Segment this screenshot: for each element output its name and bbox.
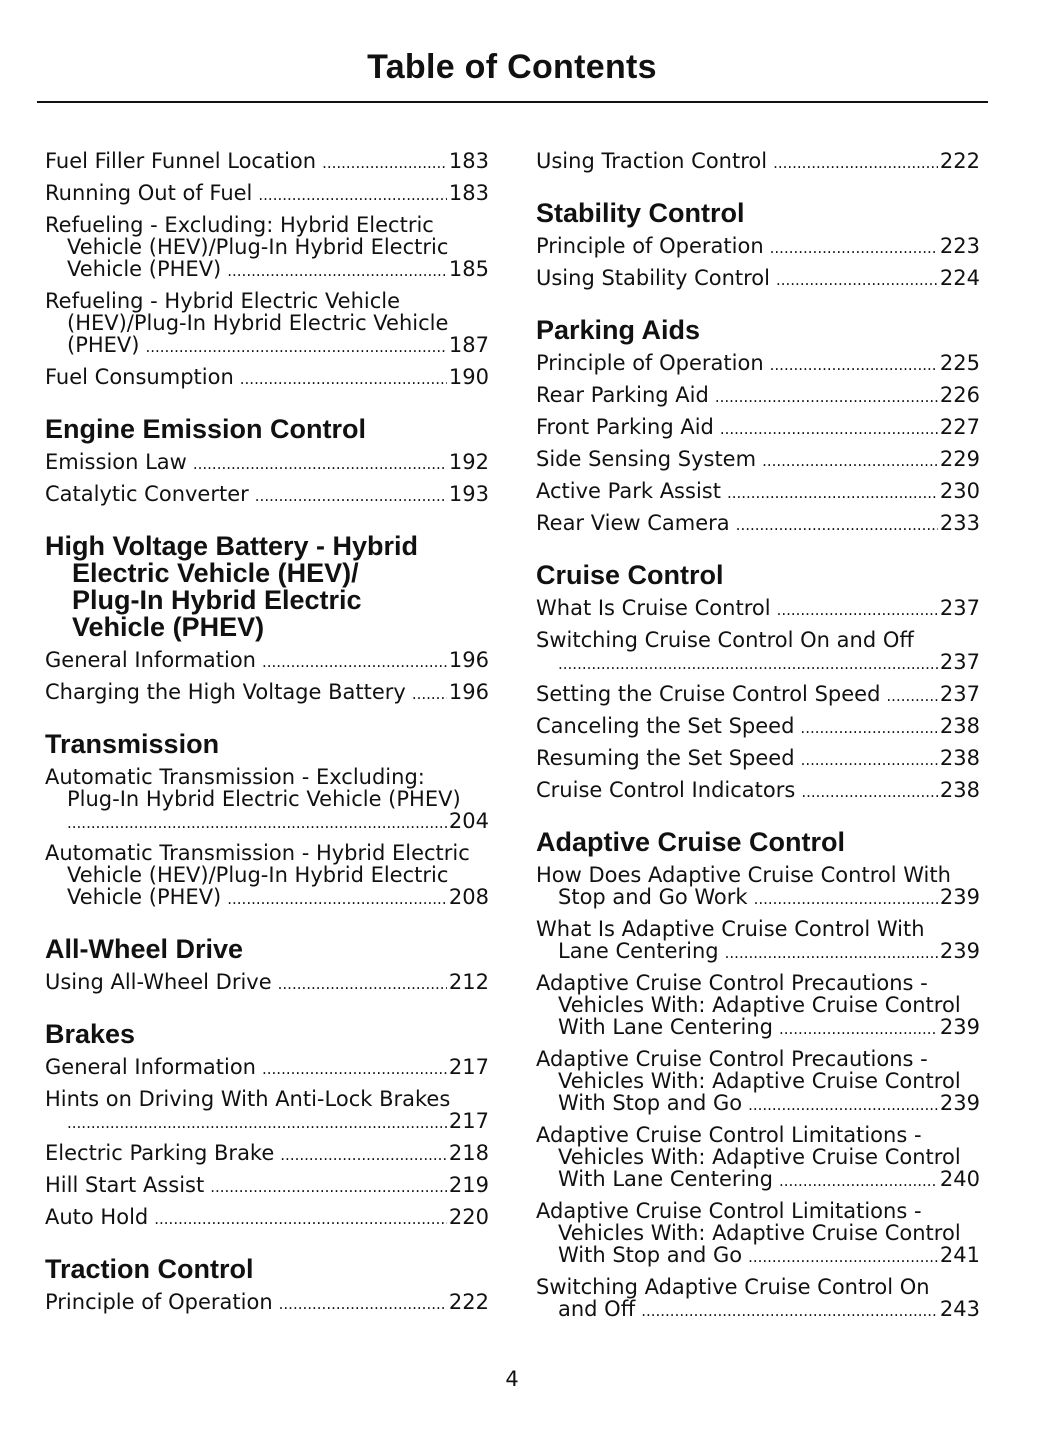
section-heading (45, 1021, 489, 1048)
toc-entry[interactable] (536, 629, 980, 675)
dot-leader (262, 649, 447, 673)
dot-leader (776, 267, 938, 291)
toc-entry-text: Switching Cruise Control On and Off (536, 628, 914, 652)
toc-entry-text: Vehicle (HEV)/Plug-In Hybrid Electric (67, 235, 449, 259)
toc-entry-text: With Stop and Go (558, 1243, 743, 1267)
toc-entry-text: Setting the Cruise Control Speed (536, 682, 881, 706)
toc-entry-text: Catalytic Converter (45, 482, 249, 506)
toc-entry[interactable] (45, 971, 489, 995)
toc-entry-text: Using Traction Control (536, 149, 768, 173)
dot-leader (725, 940, 938, 964)
dot-leader (262, 1056, 447, 1080)
toc-entry-text: Running Out of Fuel (45, 181, 253, 205)
toc-entry-page: 233 (939, 511, 980, 535)
toc-entry-text: Vehicle (HEV)/Plug-In Hybrid Electric (67, 863, 449, 887)
dot-leader (773, 150, 938, 174)
toc-entry-page: 187 (448, 333, 489, 357)
toc-entry-text: Principle of Operation (536, 234, 764, 258)
toc-entry-page: 224 (939, 266, 980, 290)
toc-entry-text: What Is Cruise Control (536, 596, 771, 620)
toc-entry-text: Electric Parking Brake (45, 1141, 275, 1165)
toc-entry-text: Rear View Camera (536, 511, 730, 535)
toc-entry-text: Charging the High Voltage Battery (45, 680, 406, 704)
toc-entry-text: Adaptive Cruise Control Limitations - (536, 1123, 922, 1147)
dot-leader (770, 352, 938, 376)
section-heading (45, 936, 489, 963)
dot-leader (715, 384, 938, 408)
toc-entry[interactable] (536, 384, 980, 408)
section-heading-line: Parking Aids (536, 315, 701, 345)
toc-entry-text: Adaptive Cruise Control Limitations - (536, 1199, 922, 1223)
dot-leader (770, 235, 938, 259)
toc-entry-page: 193 (448, 482, 489, 506)
toc-entry-page: 239 (939, 1015, 980, 1039)
toc-entry-text: Automatic Transmission - Excluding: (45, 765, 425, 789)
toc-entry-page: 220 (448, 1205, 489, 1229)
toc-entry-text: Stop and Go Work (558, 885, 748, 909)
toc-entry[interactable] (536, 512, 980, 536)
toc-entry[interactable] (536, 267, 980, 291)
toc-entry-text: Plug-In Hybrid Electric Vehicle (PHEV) (67, 787, 461, 811)
toc-entry-page: 237 (939, 682, 980, 706)
toc-entry-text: Side Sensing System (536, 447, 757, 471)
toc-entry[interactable] (536, 1276, 980, 1322)
toc-entry-page: 241 (939, 1243, 980, 1267)
toc-entry-text: With Stop and Go (558, 1091, 743, 1115)
toc-entry[interactable] (536, 597, 980, 621)
toc-entry-text: Resuming the Set Speed (536, 746, 795, 770)
toc-entry[interactable] (45, 1056, 489, 1080)
toc-entry-page: 183 (448, 149, 489, 173)
toc-entry[interactable] (536, 779, 980, 803)
toc-entry-page: 208 (448, 885, 489, 909)
page-title: Table of Contents (367, 48, 657, 86)
toc-entry-page: 218 (448, 1141, 489, 1165)
toc-entry-page: 192 (448, 450, 489, 474)
toc-entry[interactable] (45, 290, 489, 358)
toc-entry-page: 239 (939, 1091, 980, 1115)
toc-entry-text: Vehicle (PHEV) (67, 257, 222, 281)
toc-entry-text: Rear Parking Aid (536, 383, 709, 407)
toc-entry-page: 226 (939, 383, 980, 407)
toc-entry-page: 222 (939, 149, 980, 173)
dot-leader (886, 683, 938, 707)
toc-entry[interactable] (536, 1124, 980, 1192)
toc-entry-page: 239 (939, 939, 980, 963)
toc-entry-text: Vehicles With: Adaptive Cruise Control (558, 1221, 961, 1245)
title-divider (37, 101, 988, 103)
toc-entry-text: Emission Law (45, 450, 187, 474)
toc-entry[interactable] (45, 681, 489, 705)
toc-entry-page: 217 (448, 1055, 489, 1079)
dot-leader (227, 886, 447, 910)
section-heading-line: Traction Control (45, 1254, 254, 1284)
toc-entry-text: Automatic Transmission - Hybrid Electric (45, 841, 470, 865)
toc-entry-page: 238 (939, 714, 980, 738)
dot-leader (280, 1142, 447, 1166)
toc-entry-text: With Lane Centering (558, 1167, 773, 1191)
toc-entry-text: Refueling - Hybrid Electric Vehicle (45, 289, 401, 313)
dot-leader (67, 810, 447, 834)
toc-entry[interactable] (536, 715, 980, 739)
toc-entry[interactable] (536, 1048, 980, 1116)
section-heading-line: Adaptive Cruise Control (536, 827, 846, 857)
section-heading-line: Transmission (45, 729, 220, 759)
toc-entry[interactable] (45, 483, 489, 507)
toc-entry[interactable] (536, 448, 980, 472)
toc-entry-text: Fuel Filler Funnel Location (45, 149, 317, 173)
toc-left-column (45, 150, 489, 1323)
toc-entry-text: General Information (45, 648, 256, 672)
page-number: 4 (505, 1367, 519, 1391)
toc-entry-text: (HEV)/Plug-In Hybrid Electric Vehicle (67, 311, 449, 335)
toc-entry[interactable] (536, 352, 980, 376)
dot-leader (193, 451, 447, 475)
toc-entry[interactable] (45, 1206, 489, 1230)
toc-entry[interactable] (45, 150, 489, 174)
section-heading-line: Engine Emission Control (45, 414, 367, 444)
toc-entry-page: 225 (939, 351, 980, 375)
dot-leader (779, 1168, 938, 1192)
section-heading-line: Electric Vehicle (HEV)/ (72, 558, 359, 588)
toc-entry-text: General Information (45, 1055, 256, 1079)
toc-entry[interactable] (45, 649, 489, 673)
toc-entry[interactable] (45, 1174, 489, 1198)
dot-leader (255, 483, 447, 507)
section-heading (536, 562, 980, 589)
toc-entry-text: Principle of Operation (536, 351, 764, 375)
toc-entry-text: Hints on Driving With Anti-Lock Brakes (45, 1087, 451, 1111)
section-heading (45, 533, 489, 641)
toc-entry-page: 185 (448, 257, 489, 281)
dot-leader (412, 681, 447, 705)
section-heading-line: Cruise Control (536, 560, 724, 590)
toc-entry-text: Principle of Operation (45, 1290, 273, 1314)
toc-entry[interactable] (45, 451, 489, 475)
toc-entry[interactable] (45, 1142, 489, 1166)
toc-entry-page: 212 (448, 970, 489, 994)
dot-leader (736, 512, 938, 536)
dot-leader (727, 480, 938, 504)
section-heading-line: Vehicle (PHEV) (72, 612, 265, 642)
toc-entry-text: Cruise Control Indicators (536, 778, 796, 802)
toc-entry[interactable] (536, 683, 980, 707)
toc-entry-text: Switching Adaptive Cruise Control On (536, 1275, 930, 1299)
dot-leader (801, 747, 938, 771)
dot-leader (67, 1110, 447, 1134)
toc-entry[interactable] (45, 1088, 489, 1134)
toc-entry-page: 243 (939, 1297, 980, 1321)
dot-leader (641, 1298, 938, 1322)
toc-entry-text: Canceling the Set Speed (536, 714, 795, 738)
toc-entry[interactable] (536, 235, 980, 259)
toc-entry-page: 219 (448, 1173, 489, 1197)
toc-entry-text: (PHEV) (67, 333, 140, 357)
toc-entry-text: Using All-Wheel Drive (45, 970, 272, 994)
toc-entry-page: 237 (939, 596, 980, 620)
dot-leader (227, 258, 447, 282)
toc-entry[interactable] (536, 416, 980, 440)
toc-entry-text: Vehicle (PHEV) (67, 885, 222, 909)
toc-entry-page: 196 (448, 680, 489, 704)
section-heading-line: Brakes (45, 1019, 136, 1049)
toc-entry-page: 230 (939, 479, 980, 503)
dot-leader (258, 182, 447, 206)
dot-leader (748, 1092, 938, 1116)
toc-entry[interactable] (45, 766, 489, 834)
toc-entry-text: Vehicles With: Adaptive Cruise Control (558, 1145, 961, 1169)
toc-entry[interactable] (536, 150, 980, 174)
dot-leader (145, 334, 446, 358)
dot-leader (210, 1174, 447, 1198)
toc-entry[interactable] (45, 366, 489, 390)
dot-leader (279, 1291, 447, 1315)
toc-entry-page: 240 (939, 1167, 980, 1191)
toc-entry[interactable] (45, 1291, 489, 1315)
toc-entry[interactable] (536, 480, 980, 504)
toc-entry-page: 196 (448, 648, 489, 672)
dot-leader (558, 651, 938, 675)
dot-leader (777, 597, 938, 621)
section-heading (536, 200, 980, 227)
toc-entry-text: Adaptive Cruise Control Precautions - (536, 971, 928, 995)
dot-leader (154, 1206, 447, 1230)
dot-leader (801, 779, 938, 803)
toc-entry-text: Using Stability Control (536, 266, 770, 290)
toc-entry-text: Vehicles With: Adaptive Cruise Control (558, 1069, 961, 1093)
section-heading (45, 1256, 489, 1283)
toc-entry-text: and Off (558, 1297, 636, 1321)
toc-entry[interactable] (536, 972, 980, 1040)
dot-leader (762, 448, 938, 472)
toc-entry-page: 237 (939, 650, 980, 674)
toc-entry-text: Lane Centering (558, 939, 719, 963)
toc-entry[interactable] (536, 747, 980, 771)
dot-leader (748, 1244, 938, 1268)
toc-entry-text: Front Parking Aid (536, 415, 714, 439)
toc-entry-text: Hill Start Assist (45, 1173, 205, 1197)
section-heading-line: High Voltage Battery - Hybrid (45, 531, 419, 561)
dot-leader (720, 416, 938, 440)
toc-entry-text: Auto Hold (45, 1205, 149, 1229)
toc-entry[interactable] (536, 864, 980, 910)
toc-entry-page: 238 (939, 746, 980, 770)
dot-leader (754, 886, 938, 910)
toc-entry-text: Refueling - Excluding: Hybrid Electric (45, 213, 434, 237)
toc-entry-page: 183 (448, 181, 489, 205)
toc-entry[interactable] (45, 214, 489, 282)
toc-entry-page: 239 (939, 885, 980, 909)
toc-entry-text: Adaptive Cruise Control Precautions - (536, 1047, 928, 1071)
toc-entry[interactable] (45, 182, 489, 206)
toc-entry-page: 238 (939, 778, 980, 802)
toc-entry-text: How Does Adaptive Cruise Control With (536, 863, 951, 887)
dot-leader (800, 715, 937, 739)
toc-entry-page: 222 (448, 1290, 489, 1314)
dot-leader (240, 366, 447, 390)
section-heading-line: Plug-In Hybrid Electric (72, 585, 362, 615)
section-heading-line: All-Wheel Drive (45, 934, 244, 964)
toc-entry[interactable] (45, 842, 489, 910)
toc-entry-text: What Is Adaptive Cruise Control With (536, 917, 925, 941)
toc-entry-page: 190 (448, 365, 489, 389)
toc-entry-page: 217 (448, 1109, 489, 1133)
toc-entry[interactable] (536, 918, 980, 964)
toc-entry-text: Vehicles With: Adaptive Cruise Control (558, 993, 961, 1017)
section-heading-line: Stability Control (536, 198, 745, 228)
toc-entry-page: 204 (448, 809, 489, 833)
toc-entry-text: Fuel Consumption (45, 365, 234, 389)
section-heading (536, 829, 980, 856)
toc-entry-page: 229 (939, 447, 980, 471)
section-heading (536, 317, 980, 344)
toc-entry[interactable] (536, 1200, 980, 1268)
toc-entry-text: Active Park Assist (536, 479, 721, 503)
toc-entry-page: 223 (939, 234, 980, 258)
dot-leader (322, 150, 447, 174)
dot-leader (779, 1016, 938, 1040)
toc-entry-text: With Lane Centering (558, 1015, 773, 1039)
section-heading (45, 416, 489, 443)
toc-right-column (536, 150, 980, 1330)
dot-leader (278, 971, 447, 995)
section-heading (45, 731, 489, 758)
toc-entry-page: 227 (939, 415, 980, 439)
